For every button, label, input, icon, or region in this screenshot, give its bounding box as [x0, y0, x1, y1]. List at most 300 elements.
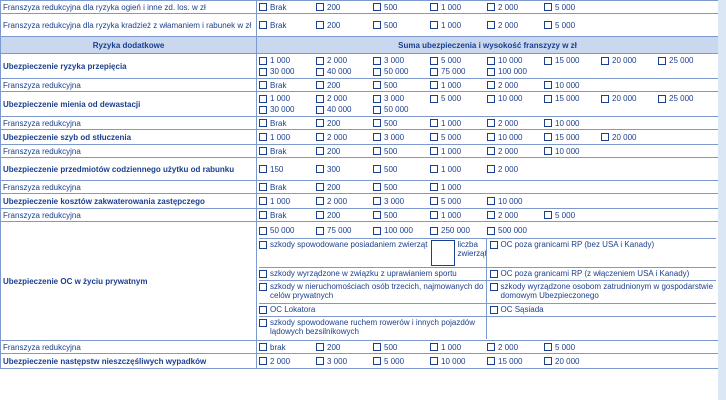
option-label: 30 000 — [270, 105, 295, 114]
amount-option[interactable] — [544, 210, 601, 221]
amount-option[interactable] — [316, 20, 373, 31]
row-label: Franszyza redukcyjna — [1, 181, 257, 194]
option-label: 500 000 — [498, 226, 527, 235]
checkbox[interactable] — [373, 3, 381, 11]
checkbox[interactable] — [487, 3, 495, 11]
amount-option[interactable] — [316, 146, 373, 157]
checkbox[interactable] — [430, 21, 438, 29]
checkbox[interactable] — [373, 133, 381, 141]
option-label: 15 000 — [555, 94, 580, 103]
checkbox[interactable] — [430, 57, 438, 65]
option-label: 50 000 — [384, 67, 409, 76]
checkbox[interactable] — [430, 147, 438, 155]
amount-option[interactable] — [430, 66, 487, 77]
checkbox[interactable] — [373, 81, 381, 89]
oc-option[interactable] — [486, 268, 717, 280]
options-cell — [257, 158, 719, 181]
option-grid — [259, 2, 716, 13]
option-label: 10 000 — [555, 80, 580, 90]
form-row — [1, 194, 719, 209]
checkbox[interactable] — [544, 21, 552, 29]
checkbox[interactable] — [316, 81, 324, 89]
checkbox[interactable] — [430, 3, 438, 11]
option-grid — [259, 80, 716, 91]
amount-option[interactable] — [544, 80, 601, 91]
amount-option[interactable] — [316, 356, 373, 367]
options-cell — [257, 222, 719, 341]
checkbox[interactable] — [544, 119, 552, 127]
amount-option[interactable] — [259, 132, 316, 143]
form-row — [1, 54, 719, 79]
amount-option[interactable] — [430, 118, 487, 129]
amount-option[interactable] — [487, 132, 544, 143]
option-label: 500 — [384, 80, 398, 90]
amount-option[interactable] — [487, 55, 544, 66]
amount-option[interactable] — [601, 93, 658, 104]
option-label: 5 000 — [441, 56, 462, 65]
options-cell — [257, 14, 719, 37]
checkbox[interactable] — [316, 211, 324, 219]
checkbox[interactable] — [259, 119, 267, 127]
form-row — [1, 14, 719, 37]
checkbox[interactable] — [259, 183, 267, 191]
option-label: 2 000 — [498, 146, 519, 156]
oc-option-row — [259, 267, 716, 280]
option-label: 500 — [384, 118, 398, 128]
checkbox[interactable] — [544, 147, 552, 155]
checkbox[interactable] — [373, 95, 381, 103]
checkbox[interactable] — [316, 197, 324, 205]
checkbox[interactable] — [430, 183, 438, 191]
checkbox[interactable] — [373, 165, 381, 173]
checkbox[interactable] — [259, 57, 267, 65]
option-label: 200 — [327, 2, 341, 12]
checkbox[interactable] — [316, 227, 324, 235]
amount-option[interactable] — [316, 66, 373, 77]
checkbox[interactable] — [259, 283, 267, 291]
option-label: 1 000 — [441, 210, 462, 220]
row-label: Franszyza redukcyjna — [1, 117, 257, 130]
checkbox[interactable] — [430, 211, 438, 219]
checkbox[interactable] — [316, 183, 324, 191]
checkbox[interactable] — [316, 95, 324, 103]
option-label: 500 — [384, 342, 398, 352]
option-label: 2 000 — [498, 164, 519, 174]
oc-option[interactable] — [259, 317, 486, 339]
option-label: 2 000 — [327, 56, 348, 65]
option-grid — [259, 182, 716, 193]
checkbox[interactable] — [373, 147, 381, 155]
amount-option[interactable] — [544, 342, 601, 353]
oc-option[interactable] — [486, 304, 717, 316]
amount-option[interactable] — [487, 66, 544, 77]
option-label: 300 — [327, 164, 341, 174]
checkbox[interactable] — [430, 133, 438, 141]
amount-option[interactable] — [373, 356, 430, 367]
options-cell — [257, 92, 719, 117]
amount-option[interactable] — [316, 342, 373, 353]
checkbox[interactable] — [490, 241, 498, 249]
amount-option[interactable] — [316, 210, 373, 221]
amount-option[interactable] — [487, 118, 544, 129]
checkbox[interactable] — [316, 165, 324, 173]
option-label: brak — [270, 342, 286, 352]
amount-option[interactable] — [430, 210, 487, 221]
checkbox[interactable] — [487, 57, 495, 65]
checkbox[interactable] — [259, 270, 267, 278]
checkbox[interactable] — [601, 57, 609, 65]
checkbox[interactable] — [544, 343, 552, 351]
checkbox[interactable] — [259, 95, 267, 103]
amount-option[interactable] — [373, 182, 430, 193]
checkbox[interactable] — [487, 119, 495, 127]
amount-option[interactable] — [316, 55, 373, 66]
option-label: 5 000 — [441, 94, 462, 103]
amount-option[interactable] — [430, 146, 487, 157]
checkbox[interactable] — [487, 357, 495, 365]
amount-option[interactable] — [259, 196, 316, 207]
amount-option[interactable] — [373, 196, 430, 207]
amount-option[interactable] — [544, 118, 601, 129]
option-label: 5 000 — [441, 132, 462, 142]
option-label: 10 000 — [498, 56, 523, 65]
option-label: 200 — [327, 146, 341, 156]
oc-option[interactable] — [259, 281, 486, 303]
checkbox[interactable] — [430, 81, 438, 89]
checkbox[interactable] — [430, 165, 438, 173]
checkbox[interactable] — [259, 68, 267, 76]
option-label: 25 000 — [669, 94, 694, 103]
checkbox[interactable] — [373, 211, 381, 219]
amount-option[interactable] — [373, 2, 430, 13]
amount-option[interactable] — [316, 164, 373, 175]
checkbox[interactable] — [487, 147, 495, 155]
checkbox[interactable] — [373, 106, 381, 114]
checkbox[interactable] — [316, 147, 324, 155]
amount-option[interactable] — [544, 356, 601, 367]
oc-option[interactable] — [486, 239, 717, 267]
amount-option[interactable] — [430, 196, 487, 207]
option-label: 3 000 — [384, 56, 405, 65]
checkbox[interactable] — [259, 357, 267, 365]
option-label: 100 000 — [384, 226, 413, 235]
form-row — [1, 79, 719, 92]
checkbox[interactable] — [430, 95, 438, 103]
checkbox[interactable] — [316, 106, 324, 114]
amount-option[interactable] — [316, 93, 373, 104]
amount-option[interactable] — [544, 93, 601, 104]
amount-option[interactable] — [430, 356, 487, 367]
checkbox[interactable] — [430, 68, 438, 76]
option-label: 20 000 — [555, 356, 580, 366]
option-label: 1 000 — [441, 2, 462, 12]
options-cell — [257, 1, 719, 14]
checkbox[interactable] — [373, 68, 381, 76]
checkbox[interactable] — [259, 133, 267, 141]
checkbox[interactable] — [544, 3, 552, 11]
oc-option[interactable] — [259, 268, 486, 280]
checkbox[interactable] — [316, 21, 324, 29]
amount-option[interactable] — [259, 356, 316, 367]
amount-option[interactable] — [487, 146, 544, 157]
option-label: 200 — [327, 342, 341, 352]
amount-option[interactable] — [316, 118, 373, 129]
amount-option[interactable] — [544, 2, 601, 13]
row-label: Ubezpieczenie ryzyka przepięcia — [1, 54, 257, 79]
checkbox[interactable] — [259, 147, 267, 155]
checkbox[interactable] — [430, 343, 438, 351]
option-label: 50 000 — [384, 105, 409, 114]
option-label: 75 000 — [327, 226, 352, 235]
checkbox[interactable] — [658, 57, 666, 65]
checkbox[interactable] — [658, 95, 666, 103]
checkbox[interactable] — [373, 357, 381, 365]
amount-option[interactable] — [373, 20, 430, 31]
oc-option[interactable] — [486, 281, 717, 303]
amount-option[interactable] — [373, 55, 430, 66]
amount-option[interactable] — [316, 182, 373, 193]
option-label: 10 000 — [555, 146, 580, 156]
amount-option[interactable] — [259, 93, 316, 104]
amount-option[interactable] — [430, 342, 487, 353]
oc-option-label: OC poza granicami RP (z włączeniem USA i Kanady) — [500, 268, 690, 278]
checkbox[interactable] — [487, 211, 495, 219]
amount-option[interactable] — [316, 80, 373, 91]
checkbox[interactable] — [259, 319, 267, 327]
amount-option[interactable] — [544, 55, 601, 66]
checkbox[interactable] — [259, 227, 267, 235]
amount-option[interactable] — [259, 104, 316, 115]
checkbox[interactable] — [544, 95, 552, 103]
amount-option[interactable] — [487, 196, 544, 207]
checkbox[interactable] — [487, 133, 495, 141]
amount-option[interactable] — [487, 20, 544, 31]
option-label: 15 000 — [555, 132, 580, 142]
option-label: Brak — [270, 146, 287, 156]
amount-option[interactable] — [259, 66, 316, 77]
option-label: 100 000 — [498, 67, 527, 76]
checkbox[interactable] — [259, 3, 267, 11]
sum-option[interactable] — [373, 225, 430, 236]
option-label: 2 000 — [498, 20, 519, 30]
amount-option[interactable] — [658, 55, 715, 66]
row-label: Ubezpieczenie mienia od dewastacji — [1, 92, 257, 117]
checkbox[interactable] — [487, 197, 495, 205]
amount-option[interactable] — [430, 182, 487, 193]
amount-option[interactable] — [259, 164, 316, 175]
oc-option-label: szkody wyrządzone osobom zatrudnionym w gospodarstwie domowym Ubezpieczonego — [500, 281, 714, 300]
checkbox[interactable] — [316, 133, 324, 141]
row-label: Franszyza redukcyjna — [1, 145, 257, 158]
checkbox[interactable] — [487, 343, 495, 351]
amount-option[interactable] — [487, 342, 544, 353]
checkbox[interactable] — [316, 357, 324, 365]
option-label: 1 000 — [270, 196, 291, 206]
checkbox[interactable] — [259, 343, 267, 351]
checkbox[interactable] — [259, 106, 267, 114]
checkbox[interactable] — [544, 81, 552, 89]
option-label: 2 000 — [327, 94, 348, 103]
amount-option[interactable] — [487, 164, 544, 175]
amount-option[interactable] — [316, 196, 373, 207]
checkbox[interactable] — [490, 306, 498, 314]
option-label: Brak — [270, 20, 287, 30]
amount-option[interactable] — [601, 55, 658, 66]
animal-count-field[interactable] — [431, 240, 455, 266]
options-cell — [257, 54, 719, 79]
amount-option[interactable] — [544, 132, 601, 143]
amount-option[interactable] — [487, 210, 544, 221]
amount-option[interactable] — [487, 356, 544, 367]
amount-option[interactable] — [601, 132, 658, 143]
option-grid — [259, 93, 716, 115]
option-label: 500 — [384, 182, 398, 192]
amount-option[interactable] — [316, 132, 373, 143]
checkbox[interactable] — [430, 227, 438, 235]
checkbox[interactable] — [259, 21, 267, 29]
option-label: 2 000 — [498, 80, 519, 90]
checkbox[interactable] — [490, 283, 498, 291]
checkbox[interactable] — [487, 81, 495, 89]
amount-option[interactable] — [259, 182, 316, 193]
amount-option[interactable] — [487, 2, 544, 13]
option-label: 1 000 — [441, 118, 462, 128]
amount-option[interactable] — [373, 132, 430, 143]
oc-option[interactable] — [259, 239, 486, 267]
oc-option[interactable] — [259, 304, 486, 316]
oc-option-label: OC poza granicami RP (bez USA i Kanady) — [500, 239, 655, 249]
checkbox[interactable] — [316, 119, 324, 127]
sum-option[interactable] — [487, 225, 544, 236]
checkbox[interactable] — [373, 119, 381, 127]
amount-option[interactable] — [544, 20, 601, 31]
amount-option[interactable] — [373, 104, 430, 115]
checkbox[interactable] — [316, 343, 324, 351]
checkbox[interactable] — [373, 343, 381, 351]
amount-option[interactable] — [430, 132, 487, 143]
amount-option[interactable] — [430, 93, 487, 104]
amount-option[interactable] — [487, 80, 544, 91]
amount-option[interactable] — [373, 342, 430, 353]
checkbox[interactable] — [373, 197, 381, 205]
checkbox[interactable] — [487, 227, 495, 235]
option-label: 1 000 — [441, 182, 462, 192]
amount-option[interactable] — [430, 55, 487, 66]
row-label: Franszyza redukcyjna dla ryzyka ogień i inne zd. los. w zł — [1, 1, 257, 14]
checkbox[interactable] — [544, 211, 552, 219]
amount-option[interactable] — [430, 20, 487, 31]
checkbox[interactable] — [316, 3, 324, 11]
option-label: 10 000 — [555, 118, 580, 128]
amount-option[interactable] — [544, 146, 601, 157]
amount-option[interactable] — [259, 55, 316, 66]
option-label: 20 000 — [612, 94, 637, 103]
checkbox[interactable] — [373, 183, 381, 191]
amount-option[interactable] — [430, 80, 487, 91]
amount-option[interactable] — [373, 118, 430, 129]
option-label: 75 000 — [441, 67, 466, 76]
checkbox[interactable] — [259, 241, 267, 249]
option-label: 50 000 — [270, 226, 295, 235]
checkbox[interactable] — [487, 95, 495, 103]
form-row — [1, 341, 719, 354]
sum-option[interactable] — [316, 225, 373, 236]
checkbox[interactable] — [487, 165, 495, 173]
option-label: 40 000 — [327, 105, 352, 114]
amount-option[interactable] — [373, 146, 430, 157]
checkbox[interactable] — [373, 57, 381, 65]
amount-option[interactable] — [430, 2, 487, 13]
amount-option[interactable] — [259, 20, 316, 31]
option-grid — [259, 342, 716, 353]
oc-option-label: OC Sąsiada — [500, 304, 544, 314]
checkbox[interactable] — [430, 357, 438, 365]
amount-option[interactable] — [259, 80, 316, 91]
section-header-left: Ryzyka dodatkowe — [1, 37, 257, 54]
oc-option-label: szkody wyrządzone w związku z uprawianiem sportu — [270, 268, 457, 278]
amount-option[interactable] — [373, 66, 430, 77]
checkbox[interactable] — [544, 133, 552, 141]
amount-option[interactable] — [487, 93, 544, 104]
option-label: 1 000 — [441, 80, 462, 90]
checkbox[interactable] — [430, 197, 438, 205]
checkbox[interactable] — [487, 68, 495, 76]
checkbox[interactable] — [259, 306, 267, 314]
option-label: 10 000 — [498, 196, 523, 206]
amount-option[interactable] — [373, 164, 430, 175]
checkbox[interactable] — [259, 81, 267, 89]
amount-option[interactable] — [430, 164, 487, 175]
checkbox[interactable] — [259, 165, 267, 173]
amount-option[interactable] — [259, 2, 316, 13]
option-label: 30 000 — [270, 67, 295, 76]
sum-option[interactable] — [259, 225, 316, 236]
amount-option[interactable] — [259, 210, 316, 221]
checkbox[interactable] — [259, 211, 267, 219]
row-label: Franszyza redukcyjna dla ryzyka kradzież z włamaniem i rabunek w zł — [1, 14, 257, 37]
checkbox[interactable] — [601, 95, 609, 103]
option-label: 3 000 — [384, 196, 405, 206]
option-label: Brak — [270, 182, 287, 192]
checkbox[interactable] — [544, 57, 552, 65]
sum-option[interactable] — [430, 225, 487, 236]
checkbox[interactable] — [601, 133, 609, 141]
checkbox[interactable] — [430, 119, 438, 127]
checkbox[interactable] — [544, 357, 552, 365]
checkbox[interactable] — [316, 57, 324, 65]
oc-option-row — [259, 303, 716, 316]
amount-option[interactable] — [259, 342, 316, 353]
amount-option[interactable] — [658, 93, 715, 104]
amount-option[interactable] — [316, 2, 373, 13]
form-row — [1, 92, 719, 117]
amount-option[interactable] — [316, 104, 373, 115]
checkbox[interactable] — [316, 68, 324, 76]
amount-option[interactable] — [259, 146, 316, 157]
checkbox[interactable] — [490, 270, 498, 278]
option-label: 200 — [327, 182, 341, 192]
amount-option[interactable] — [373, 93, 430, 104]
checkbox[interactable] — [487, 21, 495, 29]
amount-option[interactable] — [373, 80, 430, 91]
checkbox[interactable] — [259, 197, 267, 205]
amount-option[interactable] — [259, 118, 316, 129]
option-label: 2 000 — [327, 132, 348, 142]
row-label: Franszyza redukcyjna — [1, 209, 257, 222]
checkbox[interactable] — [373, 227, 381, 235]
checkbox[interactable] — [373, 21, 381, 29]
amount-option[interactable] — [373, 210, 430, 221]
